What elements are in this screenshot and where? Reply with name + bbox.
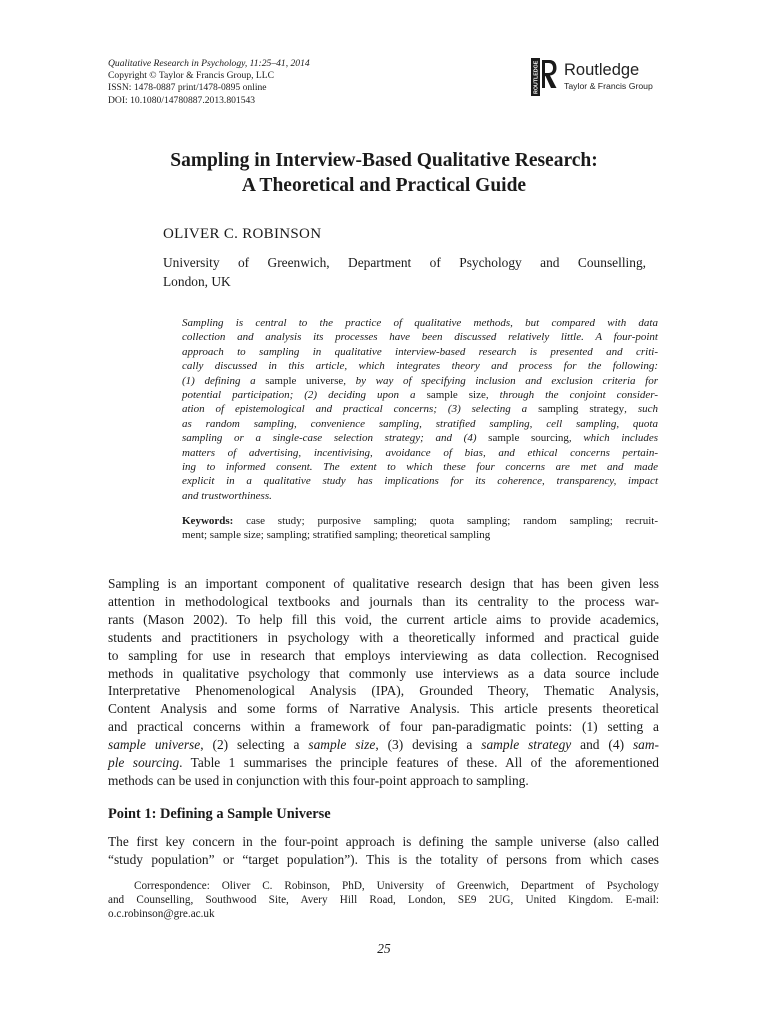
abstract-term: sample universe bbox=[265, 374, 344, 387]
body-line: and practical concerns within a framework of four pan-paradigmatic points: (1) setting a bbox=[108, 719, 659, 735]
keywords bbox=[182, 514, 658, 543]
abstract-text: , which includes bbox=[568, 432, 658, 445]
footnote-line: and Counselling, Southwood Site, Avery Hill Road, London, SE9 2UG, United Kingdom. E-mail: bbox=[108, 894, 659, 907]
abstract-term: sample sourcing bbox=[488, 432, 569, 445]
abstract-line bbox=[182, 431, 658, 445]
doi: DOI: 10.1080/14780887.2013.801543 bbox=[108, 94, 256, 106]
abstract-line: and trustworthiness. bbox=[182, 489, 272, 502]
abstract-text: (1) defining a bbox=[182, 374, 266, 387]
affiliation-line-1: University of Greenwich, Department of Psychology and Counselling, bbox=[163, 255, 646, 270]
body-text: , (3) devising a bbox=[375, 737, 482, 753]
body-line: rants (Mason 2002). To help fill this void, the current article aims to provide academics, bbox=[108, 611, 659, 627]
body-term: ple sourcing bbox=[108, 755, 180, 771]
abstract-text: , by way of specifying inclusion and exclusion criteria for bbox=[343, 374, 658, 387]
abstract-line: matters of advertising, incentivising, avoidance of bias, and ethical concerns pertain- bbox=[182, 446, 658, 459]
publisher-group: Taylor & Francis Group bbox=[564, 81, 653, 91]
abstract-line: collection and analysis its processes have been discussed relatively little. A four-point bbox=[182, 331, 658, 344]
author-name: OLIVER C. ROBINSON bbox=[163, 226, 322, 242]
keywords-line bbox=[182, 514, 658, 528]
page-number: 25 bbox=[377, 941, 391, 956]
issn: ISSN: 1478-0887 print/1478-0895 online bbox=[108, 82, 267, 94]
abstract-line bbox=[182, 388, 658, 402]
abstract-text: potential participation; (2) deciding upon a bbox=[182, 389, 427, 402]
body-term: sample strategy bbox=[481, 737, 572, 753]
body-line: students and practitioners in psychology with a theoretically informed and practical guide bbox=[108, 629, 659, 645]
abstract-text: ation of epistemological and practical concerns; (3) selecting a bbox=[182, 403, 539, 416]
body-line: Content Analysis and some forms of Narrative Analysis. This article presents theoretical bbox=[108, 701, 659, 717]
keywords-line: ment; sample size; sampling; stratified sampling; theoretical sampling bbox=[182, 529, 491, 542]
affiliation-line-2: London, UK bbox=[163, 274, 231, 289]
abstract-term: sampling strategy bbox=[538, 403, 625, 416]
body-line: methods can be used in conjunction with this four-point approach to sampling. bbox=[108, 772, 529, 788]
article-title bbox=[108, 148, 660, 198]
body-term: sample size bbox=[308, 737, 376, 753]
section-paragraph bbox=[108, 833, 659, 869]
footnote-email[interactable]: o.c.robinson@gre.ac.uk bbox=[108, 908, 215, 921]
abstract-line: ing to informed consent. The extent to which these four concerns are met and made bbox=[182, 461, 658, 474]
body-line bbox=[108, 736, 659, 754]
routledge-r-icon bbox=[531, 58, 557, 96]
body-text: . Table 1 summarises the principle features of these. All of the aforementioned bbox=[179, 755, 660, 771]
abstract-line: explicit in a qualitative study has implications for its coherence, transparency, impact bbox=[182, 475, 658, 488]
keywords-label: Keywords: bbox=[182, 515, 234, 527]
abstract-line: Sampling is central to the practice of qualitative methods, but compared with data bbox=[182, 317, 658, 329]
body-line: Interpretative Phenomenological Analysis (IPA), Grounded Theory, Thematic Analysis, bbox=[108, 683, 659, 699]
abstract-term: sample size bbox=[426, 389, 486, 402]
body-line: to sampling for use in research that employs interviewing as data collection. Recognised bbox=[108, 647, 659, 663]
body-text: , (2) selecting a bbox=[200, 737, 309, 753]
journal-metadata bbox=[108, 58, 310, 107]
body-line: Sampling is an important component of qualitative research design that has been given less bbox=[108, 576, 659, 591]
footnote-line: Correspondence: Oliver C. Robinson, PhD, University of Greenwich, Department of Psychology bbox=[134, 880, 659, 892]
copyright-notice: Copyright © Taylor & Francis Group, LLC bbox=[108, 70, 275, 82]
body-line: attention in methodological textbooks and journals than its centrality to the process war- bbox=[108, 593, 659, 609]
publisher-brand: Routledge bbox=[564, 61, 640, 79]
section-line: “study population” or “target population”). This is the totality of persons from which cases bbox=[108, 851, 659, 867]
abstract-text: , through the conjoint consider- bbox=[485, 389, 658, 402]
abstract-text: sampling or a single-case selection strategy; and (4) bbox=[182, 432, 489, 445]
abstract-line bbox=[182, 374, 658, 388]
body-text: and (4) bbox=[571, 737, 633, 753]
body-term: sample universe bbox=[108, 737, 201, 753]
routledge-vertical-text: ROUTLEDGE bbox=[533, 60, 540, 94]
abstract-line: approach to sampling in qualitative interview-based research is presented and criti- bbox=[182, 345, 658, 358]
section-heading: Point 1: Defining a Sample Universe bbox=[108, 806, 331, 822]
abstract-text: , such bbox=[624, 403, 658, 416]
abstract bbox=[182, 316, 658, 503]
abstract-line: cally discussed in this article, which integrates theory and process for the following: bbox=[182, 360, 658, 373]
title-line-1: Sampling in Interview-Based Qualitative Research: bbox=[170, 150, 598, 171]
body-term: sam- bbox=[632, 737, 659, 753]
title-line-2: A Theoretical and Practical Guide bbox=[241, 175, 527, 196]
publisher-logo bbox=[531, 58, 671, 96]
abstract-line: as random sampling, convenience sampling, stratified sampling, cell sampling, quota bbox=[182, 417, 658, 430]
section-line: The first key concern in the four-point approach is defining the sample universe (also called bbox=[108, 834, 659, 849]
abstract-line bbox=[182, 402, 658, 416]
introduction-paragraph bbox=[108, 575, 659, 790]
keywords-text: case study; purposive sampling; quota sampling; random sampling; recruit- bbox=[233, 515, 658, 527]
body-line: methods in qualitative psychology that commonly use interviews as a data source include bbox=[108, 665, 659, 681]
journal-citation: Qualitative Research in Psychology, 11:25–41, 2014 bbox=[108, 58, 310, 69]
author-affiliation bbox=[163, 253, 646, 291]
body-line bbox=[108, 754, 659, 772]
correspondence-footnote bbox=[108, 879, 659, 922]
